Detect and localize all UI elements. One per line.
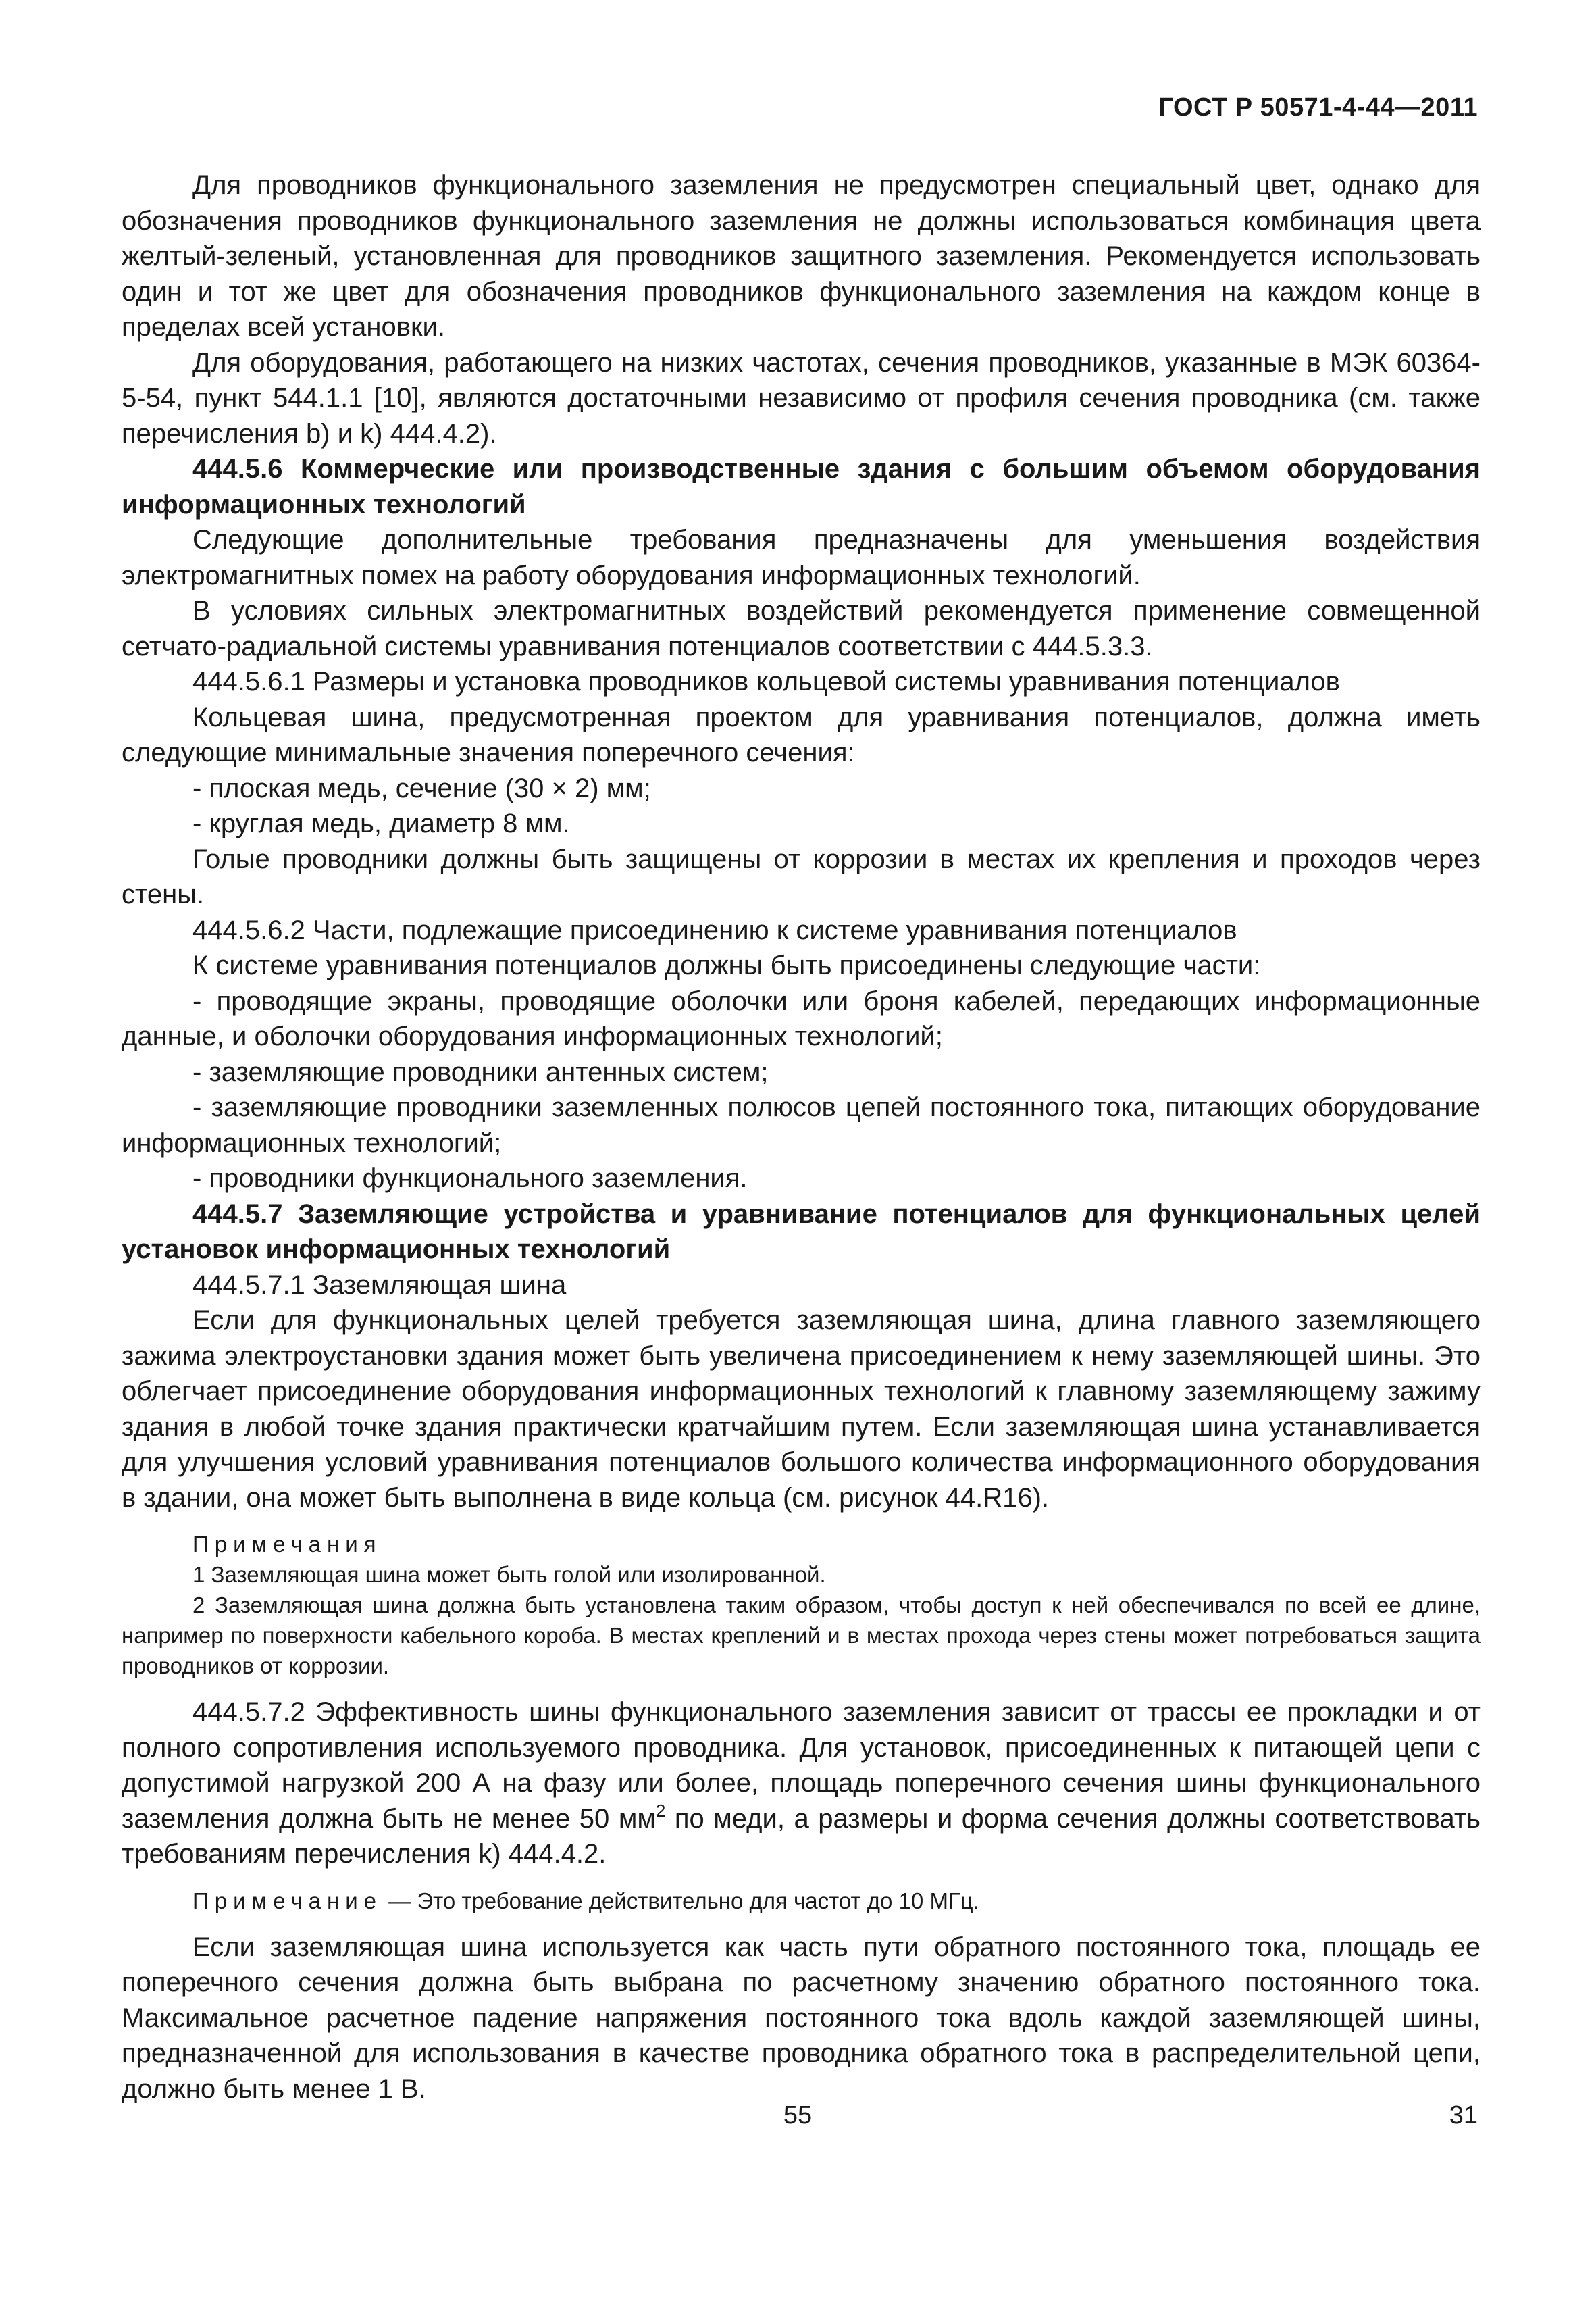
text-run: по меди, а размеры и форма сечения должны соответствовать требованиям перечисления k) 444.4.2. bbox=[122, 1803, 1481, 1869]
paragraph: Если для функциональных целей требуется заземляющая шина, длина главного заземляющего зажима электроустановки здания может быть увеличена присоединением к нему заземляющей шины. Это облегчает присоединение оборудования информационных технологий к главному заземляющему зажиму здания в любой точке здания практически кратчайшим путем. Если заземляющая шина устанавливается для улучшения условий уравнивания потенциалов большого количества информационного оборудования в здании, она может быть выполнена в виде кольца (см. рисунок 44.R16). bbox=[122, 1305, 1481, 1513]
note-line bbox=[122, 1886, 1481, 1916]
note-label: Примечание bbox=[192, 1888, 383, 1913]
standard-header: ГОСТ Р 50571-4-44—2011 bbox=[1158, 93, 1478, 122]
section-heading: 444.5.7 Заземляющие устройства и уравнивание потенциалов для функциональных целей установок информационных технологий bbox=[122, 1199, 1481, 1264]
note-item: 2 Заземляющая шина должна быть установлена таким образом, чтобы доступ к ней обеспечивался по всей ее длине, например по поверхности кабельного короба. В местах креплений и в местах прохода через стены может потребоваться защита проводников от коррозии. bbox=[122, 1592, 1481, 1678]
paragraph: К системе уравнивания потенциалов должны быть присоединены следующие части: bbox=[192, 951, 1261, 980]
list-item: - плоская медь, сечение (30 × 2) мм; bbox=[192, 773, 651, 803]
section-heading: 444.5.6 Коммерческие или производственные здания с большим объемом оборудования информационных технологий bbox=[122, 454, 1481, 520]
list-item: - проводники функционального заземления. bbox=[192, 1163, 748, 1193]
paragraph: Следующие дополнительные требования предназначены для уменьшения воздействия электромагнитных помех на работу оборудования информационных технологий. bbox=[122, 525, 1481, 590]
paragraph: Голые проводники должны быть защищены от коррозии в местах их крепления и проходов через стены. bbox=[122, 844, 1481, 909]
superscript: 2 bbox=[655, 1800, 666, 1821]
text-run: 444.5.7.2 Эффективность шины функционального заземления зависит от трассы ее прокладки и от полного сопротивления используемого проводника. Для установок, присоединенных к питающей цепи с допустимой нагрузкой 200 А на фазу или более, площадь поперечного сечения шины функционального заземления должна быть не менее 50 мм bbox=[122, 1697, 1481, 1834]
subsection-heading: 444.5.7.1 Заземляющая шина bbox=[192, 1269, 567, 1300]
document-body bbox=[122, 168, 1481, 2107]
notes-block bbox=[122, 1529, 1481, 1681]
note-item: 1 Заземляющая шина может быть голой или изолированной. bbox=[192, 1562, 826, 1587]
paragraph: Если заземляющая шина используется как часть пути обратного постоянного тока, площадь ее поперечного сечения должна быть выбрана по расчетному значению обратного постоянного тока. Максимальное расчетное падение напряжения постоянного тока вдоль каждой заземляющей шины, предназначенной для использования в качестве проводника обратного тока в распределительной цепи, должно быть менее 1 В. bbox=[122, 1932, 1481, 2104]
notes-heading: Примечания bbox=[192, 1532, 382, 1557]
paragraph: В условиях сильных электромагнитных воздействий рекомендуется применение совмещенной сетчато-радиальной системы уравнивания потенциалов соответствии с 444.5.3.3. bbox=[122, 596, 1481, 661]
list-item: - круглая медь, диаметр 8 мм. bbox=[192, 809, 570, 838]
paragraph: Кольцевая шина, предусмотренная проектом для уравнивания потенциалов, должна иметь следующие минимальные значения поперечного сечения: bbox=[122, 702, 1481, 768]
subsection-heading: 444.5.6.2 Части, подлежащие присоединению к системе уравнивания потенциалов bbox=[192, 915, 1237, 945]
list-item: - заземляющие проводники заземленных полюсов цепей постоянного тока, питающих оборудование информационных технологий; bbox=[122, 1092, 1481, 1158]
single-note bbox=[122, 1886, 1481, 1916]
paragraph-444-5-7-2 bbox=[122, 1694, 1481, 1872]
page-number-center: 55 bbox=[783, 2101, 813, 2130]
paragraph: Для проводников функционального заземления не предусмотрен специальный цвет, однако для обозначения проводников функционального заземления не должны использоваться комбинация цвета желтый-зеленый, установленная для проводников защитного заземления. Рекомендуется использовать один и тот же цвет для обозначения проводников функционального заземления на каждом конце в пределах всей установки. bbox=[122, 170, 1481, 342]
list-item: - заземляющие проводники антенных систем; bbox=[192, 1057, 769, 1087]
list-item: - проводящие экраны, проводящие оболочки или броня кабелей, передающих информационные данные, и оболочки оборудования информационных технологий; bbox=[122, 986, 1481, 1051]
page-number-right: 31 bbox=[1449, 2101, 1478, 2130]
note-text: — Это требование действительно для частот до 10 МГц. bbox=[382, 1888, 979, 1913]
subsection-heading: 444.5.6.1 Размеры и установка проводников кольцевой системы уравнивания потенциалов bbox=[192, 667, 1340, 697]
paragraph: Для оборудования, работающего на низких частотах, сечения проводников, указанные в МЭК 60364-5-54, пункт 544.1.1 [10], являются достаточными независимо от профиля сечения проводника (см. также перечисления b) и k) 444.4.2). bbox=[122, 347, 1481, 449]
